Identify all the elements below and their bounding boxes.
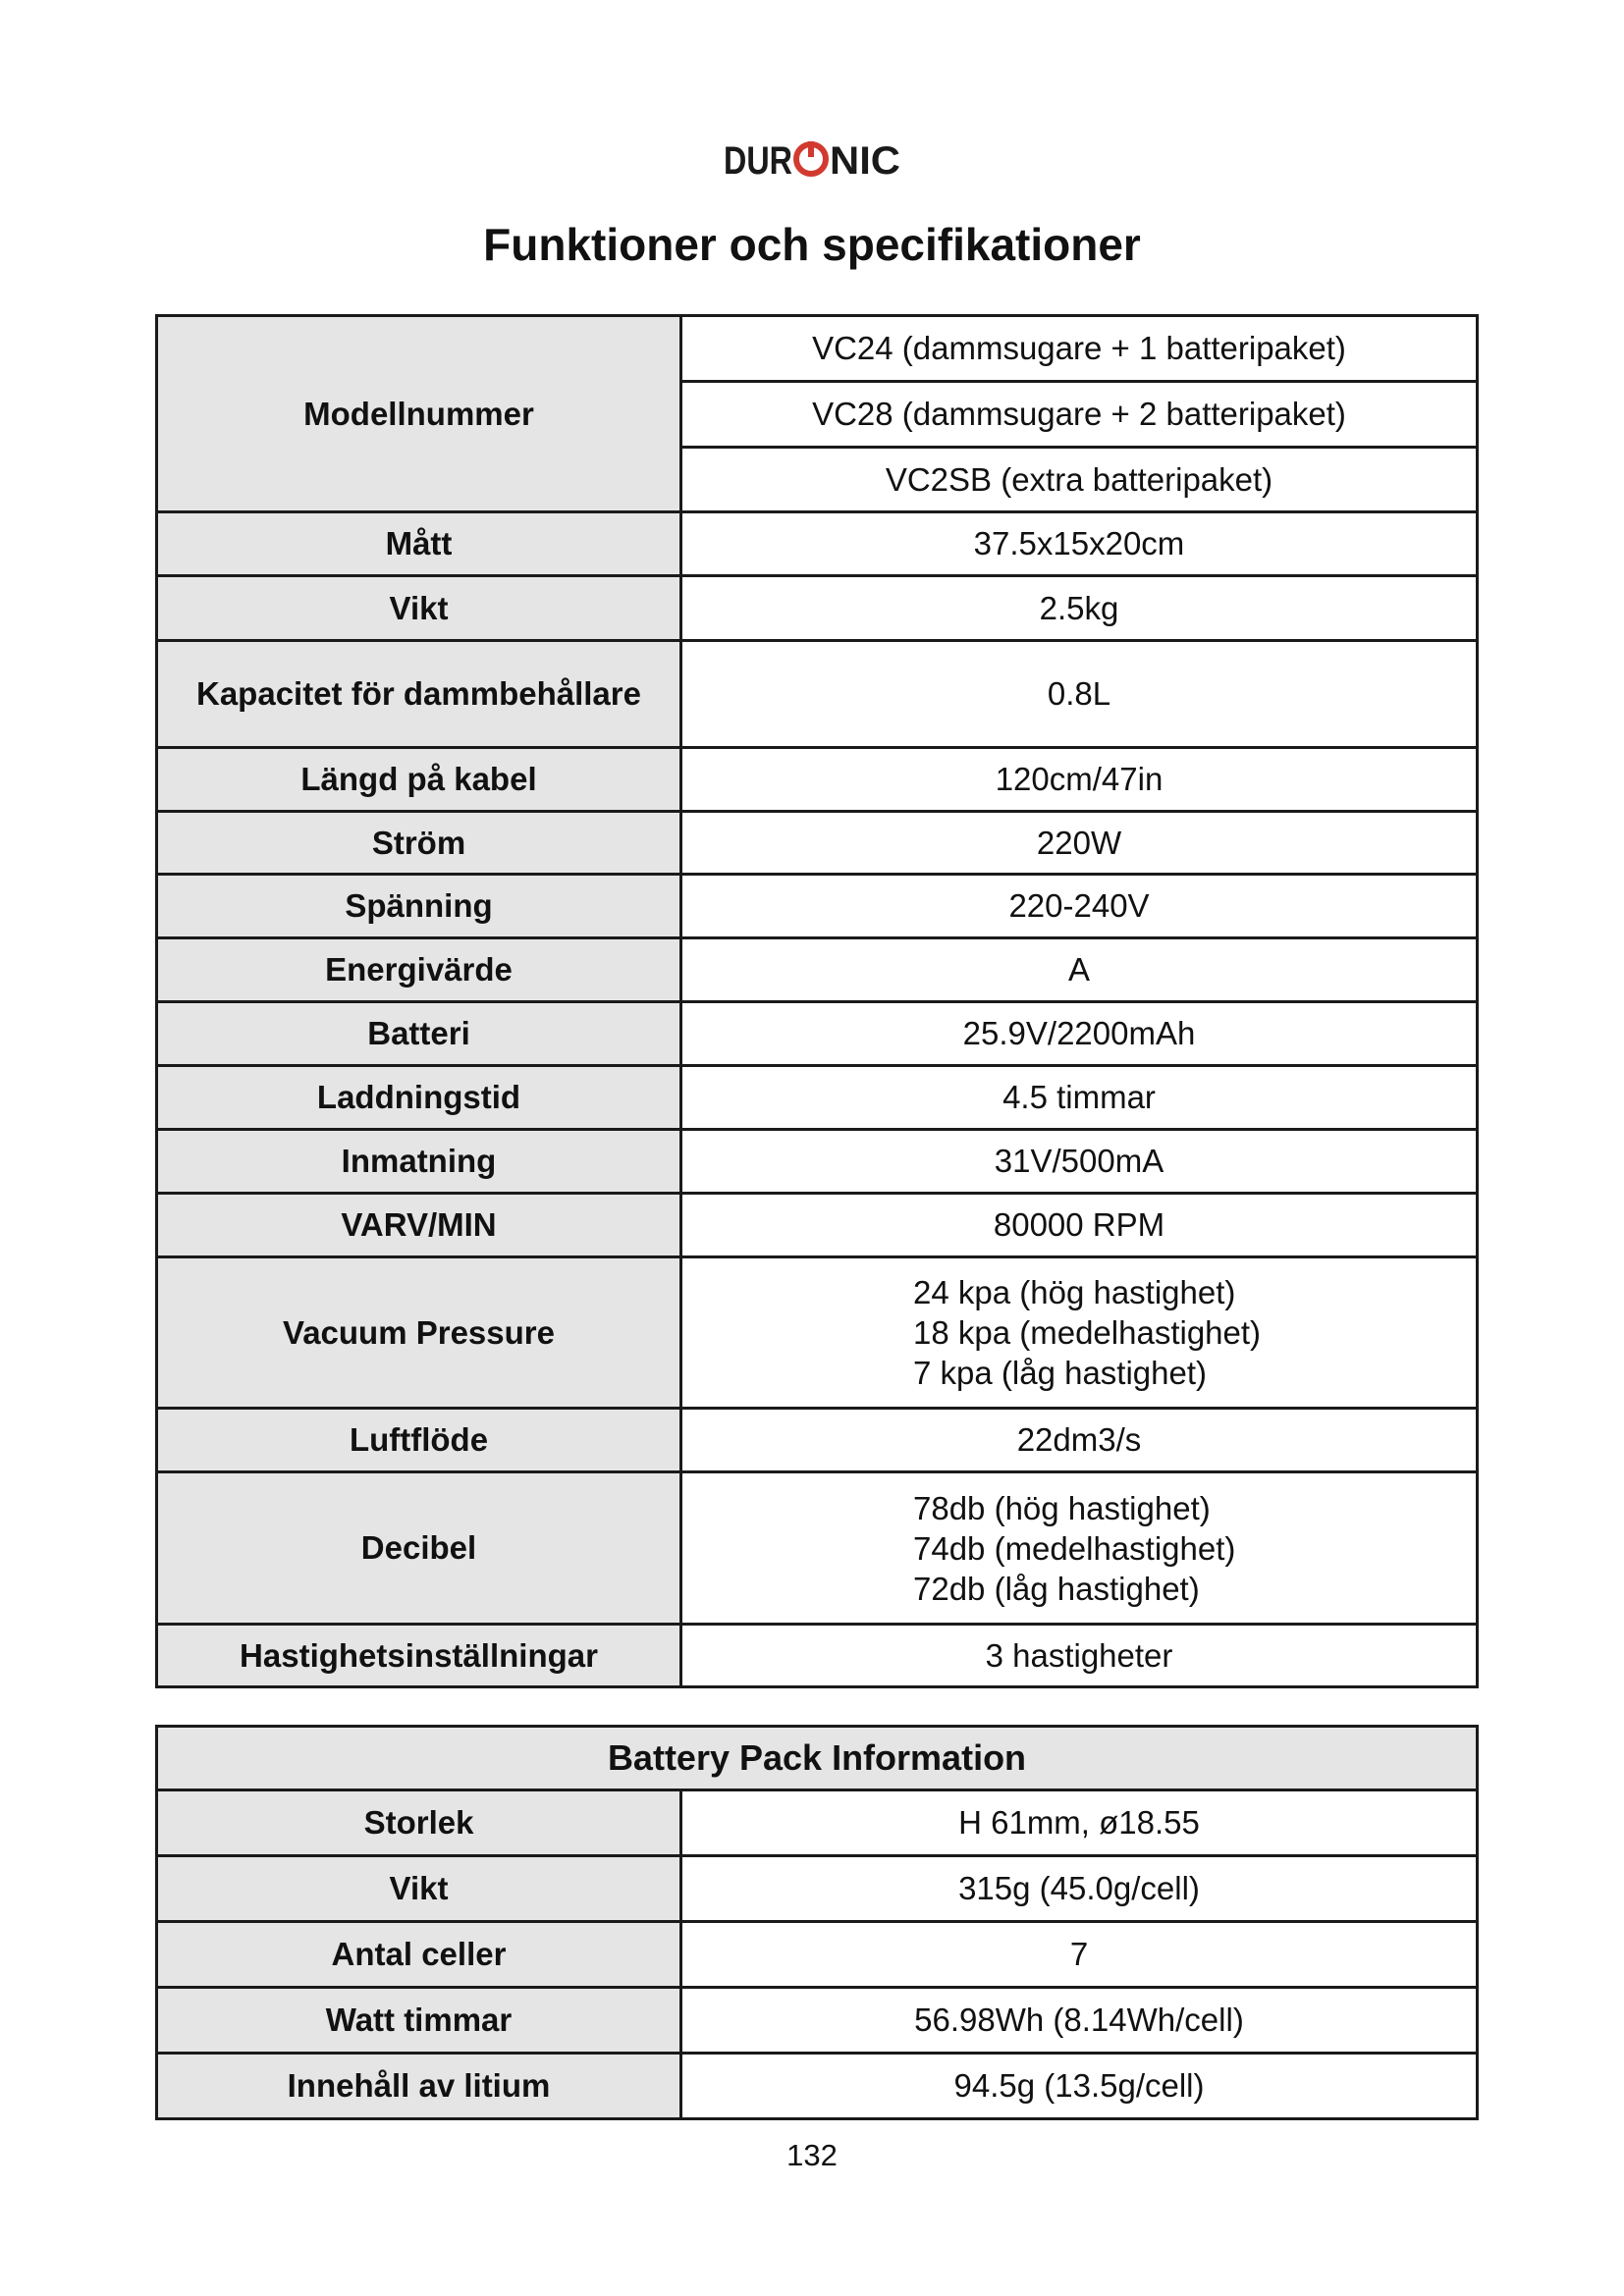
input-value: 31V/500mA	[681, 1130, 1478, 1194]
table-row	[157, 1257, 1478, 1409]
airflow-value: 22dm3/s	[681, 1409, 1478, 1472]
battery-weight-value: 315g (45.0g/cell)	[681, 1856, 1478, 1922]
table-row	[157, 748, 1478, 812]
vacuum-pressure-line: 18 kpa (medelhastighet)	[913, 1314, 1262, 1351]
duronic-logo-icon	[724, 137, 900, 179]
cell-count-value: 7	[681, 1922, 1478, 1988]
battery-pack-title: Battery Pack Information	[157, 1727, 1478, 1790]
page-title: Funktioner och specifikationer	[483, 219, 1141, 270]
model-number-value: VC2SB (extra batteripaket)	[681, 448, 1478, 512]
table-row	[157, 1066, 1478, 1130]
table-row	[157, 316, 1478, 382]
battery-label: Batteri	[157, 1002, 681, 1066]
lithium-content-value: 94.5g (13.5g/cell)	[681, 2054, 1478, 2119]
table-row	[157, 1856, 1478, 1922]
model-number-label: Modellnummer	[157, 316, 681, 512]
vacuum-pressure-line: 24 kpa (hög hastighet)	[913, 1274, 1236, 1310]
cable-length-value: 120cm/47in	[681, 748, 1478, 812]
cell-count-label: Antal celler	[157, 1922, 681, 1988]
table-row	[157, 1472, 1478, 1625]
decibel-label: Decibel	[157, 1472, 681, 1625]
table-row	[157, 1988, 1478, 2054]
table-row	[157, 576, 1478, 641]
specifications-table	[155, 314, 1479, 1688]
weight-value: 2.5kg	[681, 576, 1478, 641]
brand-logo	[0, 137, 1624, 179]
svg-text:NIC: NIC	[830, 139, 900, 179]
voltage-label: Spänning	[157, 875, 681, 938]
table-header-row	[157, 1727, 1478, 1790]
energy-rating-value: A	[681, 938, 1478, 1002]
airflow-label: Luftflöde	[157, 1409, 681, 1472]
model-number-value: VC24 (dammsugare + 1 batteripaket)	[681, 316, 1478, 382]
speed-settings-label: Hastighetsinställningar	[157, 1625, 681, 1687]
battery-value: 25.9V/2200mAh	[681, 1002, 1478, 1066]
battery-pack-table	[155, 1725, 1479, 2120]
dust-capacity-value: 0.8L	[681, 641, 1478, 748]
vacuum-pressure-value	[681, 1257, 1478, 1409]
svg-text:DUR: DUR	[724, 139, 793, 179]
decibel-line: 74db (medelhastighet)	[913, 1529, 1236, 1567]
page-number: 132	[786, 2138, 838, 2172]
energy-rating-label: Energivärde	[157, 938, 681, 1002]
dust-capacity-label: Kapacitet för dammbehållare	[157, 641, 681, 748]
table-row	[157, 641, 1478, 748]
power-label: Ström	[157, 812, 681, 875]
lithium-content-label: Innehåll av litium	[157, 2054, 681, 2119]
watt-hours-label: Watt timmar	[157, 1988, 681, 2054]
table-row	[157, 1194, 1478, 1257]
table-row	[157, 938, 1478, 1002]
vacuum-pressure-line: 7 kpa (låg hastighet)	[913, 1355, 1208, 1391]
table-row	[157, 1790, 1478, 1856]
table-row	[157, 2054, 1478, 2119]
dimensions-value: 37.5x15x20cm	[681, 512, 1478, 576]
size-label: Storlek	[157, 1790, 681, 1856]
decibel-line: 72db (låg hastighet)	[913, 1570, 1200, 1607]
table-row	[157, 1130, 1478, 1194]
voltage-value: 220-240V	[681, 875, 1478, 938]
speed-settings-value: 3 hastigheter	[681, 1625, 1478, 1687]
size-value: H 61mm, ø18.55	[681, 1790, 1478, 1856]
table-row	[157, 812, 1478, 875]
battery-weight-label: Vikt	[157, 1856, 681, 1922]
vacuum-pressure-label: Vacuum Pressure	[157, 1257, 681, 1409]
decibel-value	[681, 1472, 1478, 1625]
cable-length-label: Längd på kabel	[157, 748, 681, 812]
table-row	[157, 1409, 1478, 1472]
power-value: 220W	[681, 812, 1478, 875]
table-row	[157, 1002, 1478, 1066]
dimensions-label: Mått	[157, 512, 681, 576]
table-row	[157, 1625, 1478, 1687]
charging-time-value: 4.5 timmar	[681, 1066, 1478, 1130]
table-row	[157, 1922, 1478, 1988]
table-row	[157, 875, 1478, 938]
weight-label: Vikt	[157, 576, 681, 641]
charging-time-label: Laddningstid	[157, 1066, 681, 1130]
model-number-value: VC28 (dammsugare + 2 batteripaket)	[681, 382, 1478, 448]
decibel-line: 78db (hög hastighet)	[913, 1489, 1211, 1526]
input-label: Inmatning	[157, 1130, 681, 1194]
watt-hours-value: 56.98Wh (8.14Wh/cell)	[681, 1988, 1478, 2054]
rpm-value: 80000 RPM	[681, 1194, 1478, 1257]
rpm-label: VARV/MIN	[157, 1194, 681, 1257]
table-row	[157, 512, 1478, 576]
